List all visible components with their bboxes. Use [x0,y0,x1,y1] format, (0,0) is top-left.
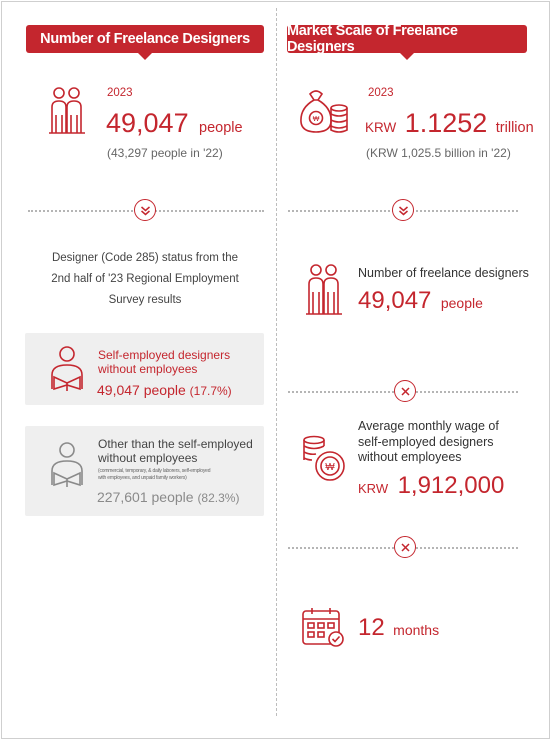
coins-icon [300,432,348,484]
item1-value-line [358,287,483,315]
item2-currency: KRW [358,481,389,496]
description-line: 2nd half of '23 Regional Employment [51,273,239,285]
item3-value-line [358,614,439,642]
right-value-line [365,108,534,139]
svg-text:₩: ₩ [325,462,335,473]
item1-label: Number of freelance designers [358,266,529,280]
card1-value-line [97,382,232,398]
item2-label-line: Average monthly wage of [358,419,499,433]
card1-title [98,348,230,376]
card2-title [98,437,253,465]
card2-title-line: Other than the self-employed [98,437,253,451]
item3-value: 12 [358,614,385,641]
people-icon [304,262,344,318]
card2-note-line: with employees, and unpaid family workers) [98,475,187,481]
card2-value: 227,601 people [97,489,194,505]
item2-value: 1,912,000 [397,472,505,499]
left-header-label: Number of Freelance Designers [40,31,250,47]
right-previous: (KRW 1,025.5 billion in '22) [366,146,511,160]
item2-label-line: self-employed designers [358,434,494,449]
card1-percent: (17.7%) [189,384,232,398]
left-value: 49,047 [106,108,189,138]
item1-value: 49,047 [358,287,432,314]
right-unit: trillion [495,120,534,136]
card1-title-line: without employees [98,362,198,376]
card2-value-line [97,489,239,505]
item2-value-line [358,472,504,500]
left-unit: people [199,120,243,136]
right-header-label: Market Scale of Freelance Designers [287,23,458,55]
card2-note-line: (commercial, temporary, & daily laborers, self-employed [98,468,211,474]
item1-unit: people [440,295,483,311]
card2-percent: (82.3%) [197,491,240,505]
item2-label [358,419,499,466]
people-icon [47,85,87,137]
card1-title-line: Self-employed designers [98,348,231,362]
reader-icon [45,345,89,391]
survey-description [30,248,260,311]
card2-note [98,468,210,482]
multiply-icon [394,536,416,558]
right-year: 2023 [368,87,394,99]
left-previous: (43,297 people in '22) [107,146,223,160]
description-line: Designer (Code 285) status from the [51,252,238,264]
right-value: 1.1252 [404,108,488,138]
left-value-line [106,108,243,139]
calendar-icon [300,606,346,648]
card1-value: 49,047 people [97,382,186,398]
item3-unit: months [393,622,440,638]
other-employed-card [25,426,264,516]
description-line: Survey results [108,294,182,306]
multiply-icon [394,380,416,402]
left-header [26,25,264,53]
column-divider [276,8,277,716]
item2-label-line: without employees [358,450,462,464]
right-header [287,25,527,53]
svg-text:₩: ₩ [312,116,320,123]
card2-title-line: without employees [98,451,198,465]
self-employed-card [25,333,264,405]
chevron-down-icon [134,199,156,221]
right-currency: KRW [365,120,397,135]
reader-icon [45,441,89,487]
left-year: 2023 [107,87,133,99]
money-bag-icon [296,86,350,136]
chevron-down-icon [392,199,414,221]
